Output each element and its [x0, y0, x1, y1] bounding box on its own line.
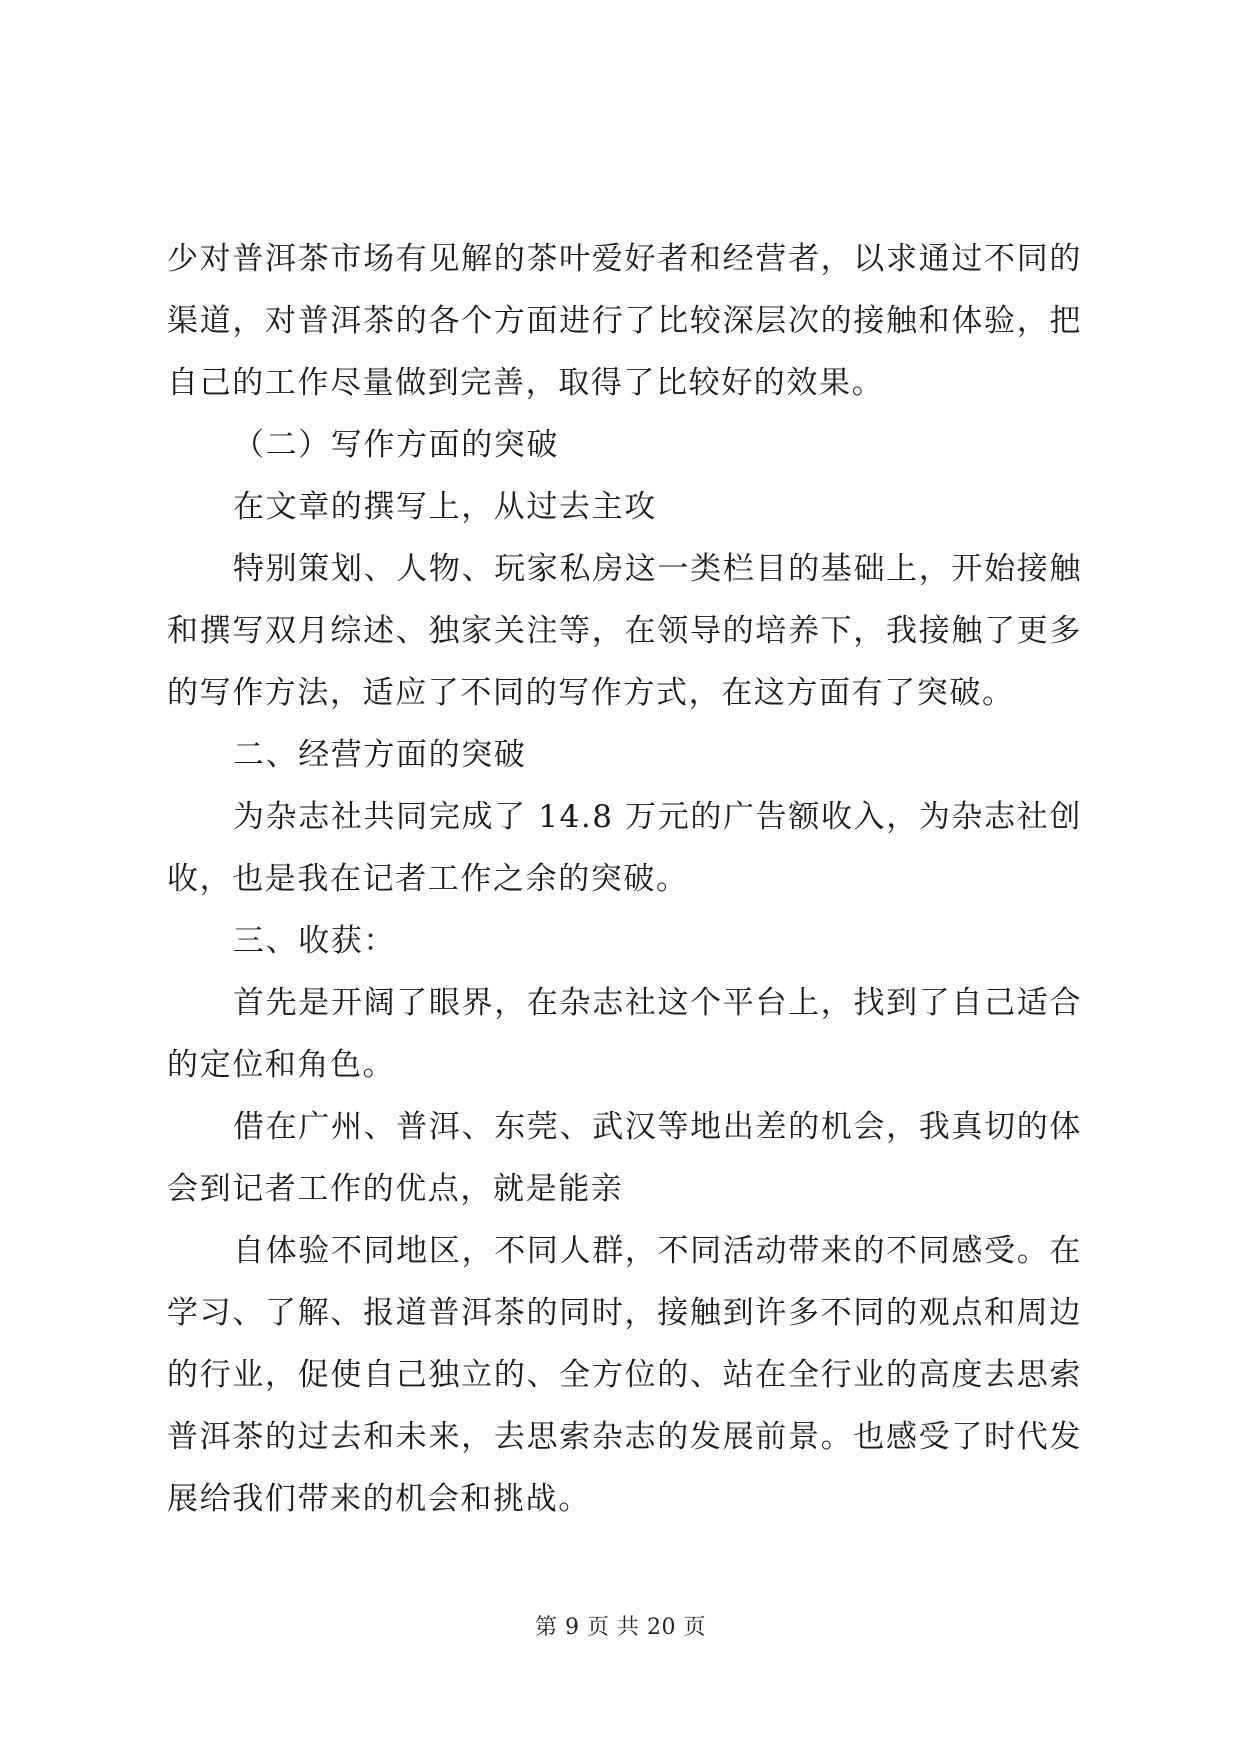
page-number-footer: 第 9 页 共 20 页: [535, 1615, 706, 1640]
heading-gains: 三、收获：: [233, 923, 396, 959]
paragraph-gains-experience: 自体验不同地区，不同人群，不同活动带来的不同感受。在学习、了解、报道普洱茶的同时，接触到许多不同的观点和周边的行业，促使自己独立的、全方位的、站在全行业的高度去思索普洱茶的过去和未来，去思索杂志的发展前景。也感受了时代发展给我们带来的机会和挑战。: [167, 1233, 1082, 1517]
document-body: [167, 228, 1082, 1530]
paragraph-business-detail: 为杂志社共同完成了 14.8 万元的广告额收入，为杂志社创收，也是我在记者工作之余的突破。: [167, 799, 1082, 897]
paragraph-continuation: 少对普洱茶市场有见解的茶叶爱好者和经营者，以求通过不同的渠道，对普洱茶的各个方面进行了比较深层次的接触和体验，把自己的工作尽量做到完善，取得了比较好的效果。: [167, 241, 1082, 401]
subheading-writing-breakthrough: （二）写作方面的突破: [233, 427, 559, 463]
paragraph-gains-first: 首先是开阔了眼界，在杂志社这个平台上，找到了自己适合的定位和角色。: [167, 985, 1082, 1083]
paragraph-gains-travel: 借在广州、普洱、东莞、武汉等地出差的机会，我真切的体会到记者工作的优点，就是能亲: [167, 1109, 1082, 1207]
paragraph-writing-intro: 在文章的撰写上，从过去主攻: [233, 489, 657, 525]
paragraph-writing-detail: 特别策划、人物、玩家私房这一类栏目的基础上，开始接触和撰写双月综述、独家关注等，在领导的培养下，我接触了更多的写作方法，适应了不同的写作方式，在这方面有了突破。: [167, 551, 1082, 711]
heading-business-breakthrough: 二、经营方面的突破: [233, 737, 527, 773]
